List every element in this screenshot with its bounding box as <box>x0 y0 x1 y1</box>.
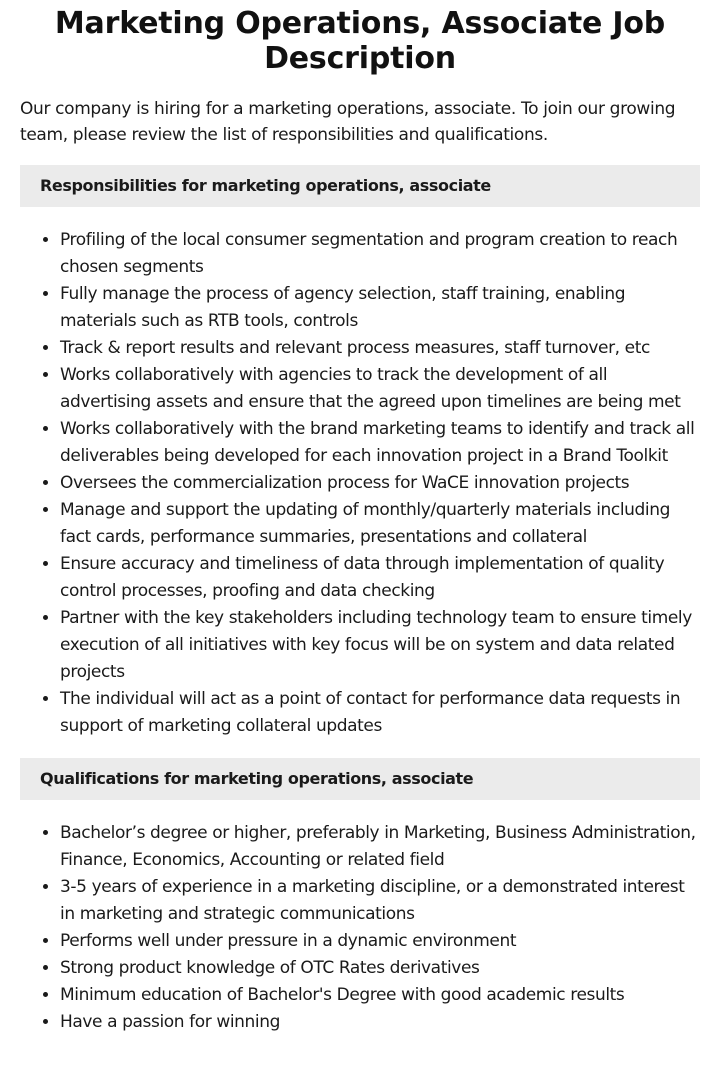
list-item: • Works collaboratively with agencies to track the development of all advertising assets and ensure that the agreed upon timelines are being met <box>60 362 700 416</box>
list-item: • Performs well under pressure in a dynamic environment <box>60 928 700 955</box>
list-item: • 3-5 years of experience in a marketing discipline, or a demonstrated interest in marketing and strategic communications <box>60 874 700 928</box>
list-item: • Have a passion for winning <box>60 1009 700 1036</box>
list-item: • Bachelor’s degree or higher, preferably in Marketing, Business Administration, Finance, Economics, Accounting or related field <box>60 820 700 874</box>
list-item: • Works collaboratively with the brand marketing teams to identify and track all deliverables being developed for each innovation project in a Brand Toolkit <box>60 416 700 470</box>
list-item: • The individual will act as a point of contact for performance data requests in support of marketing collateral updates <box>60 686 700 740</box>
list-item: • Minimum education of Bachelor's Degree with good academic results <box>60 982 700 1009</box>
list-item: • Oversees the commercialization process for WaCE innovation projects <box>60 470 700 497</box>
list-item: • Partner with the key stakeholders including technology team to ensure timely execution of all initiatives with key focus will be on system and data related projects <box>60 605 700 686</box>
intro-paragraph: Our company is hiring for a marketing operations, associate. To join our growing team, please review the list of responsibilities and qualifications. <box>20 99 676 145</box>
list-item: • Profiling of the local consumer segmentation and program creation to reach chosen segments <box>60 227 700 281</box>
responsibilities-heading: Responsibilities for marketing operations, associate <box>20 165 700 207</box>
list-item: • Manage and support the updating of monthly/quarterly materials including fact cards, performance summaries, presentations and collateral <box>60 497 700 551</box>
qualifications-heading: Qualifications for marketing operations, associate <box>20 758 700 800</box>
list-item: • Ensure accuracy and timeliness of data through implementation of quality control processes, proofing and data checking <box>60 551 700 605</box>
page-title: Marketing Operations, Associate Job Description <box>54 6 666 76</box>
responsibilities-list <box>20 227 700 740</box>
list-item: • Strong product knowledge of OTC Rates derivatives <box>60 955 700 982</box>
list-item: • Track & report results and relevant process measures, staff turnover, etc <box>60 335 700 362</box>
list-item: • Fully manage the process of agency selection, staff training, enabling materials such as RTB tools, controls <box>60 281 700 335</box>
qualifications-list <box>20 820 700 1036</box>
